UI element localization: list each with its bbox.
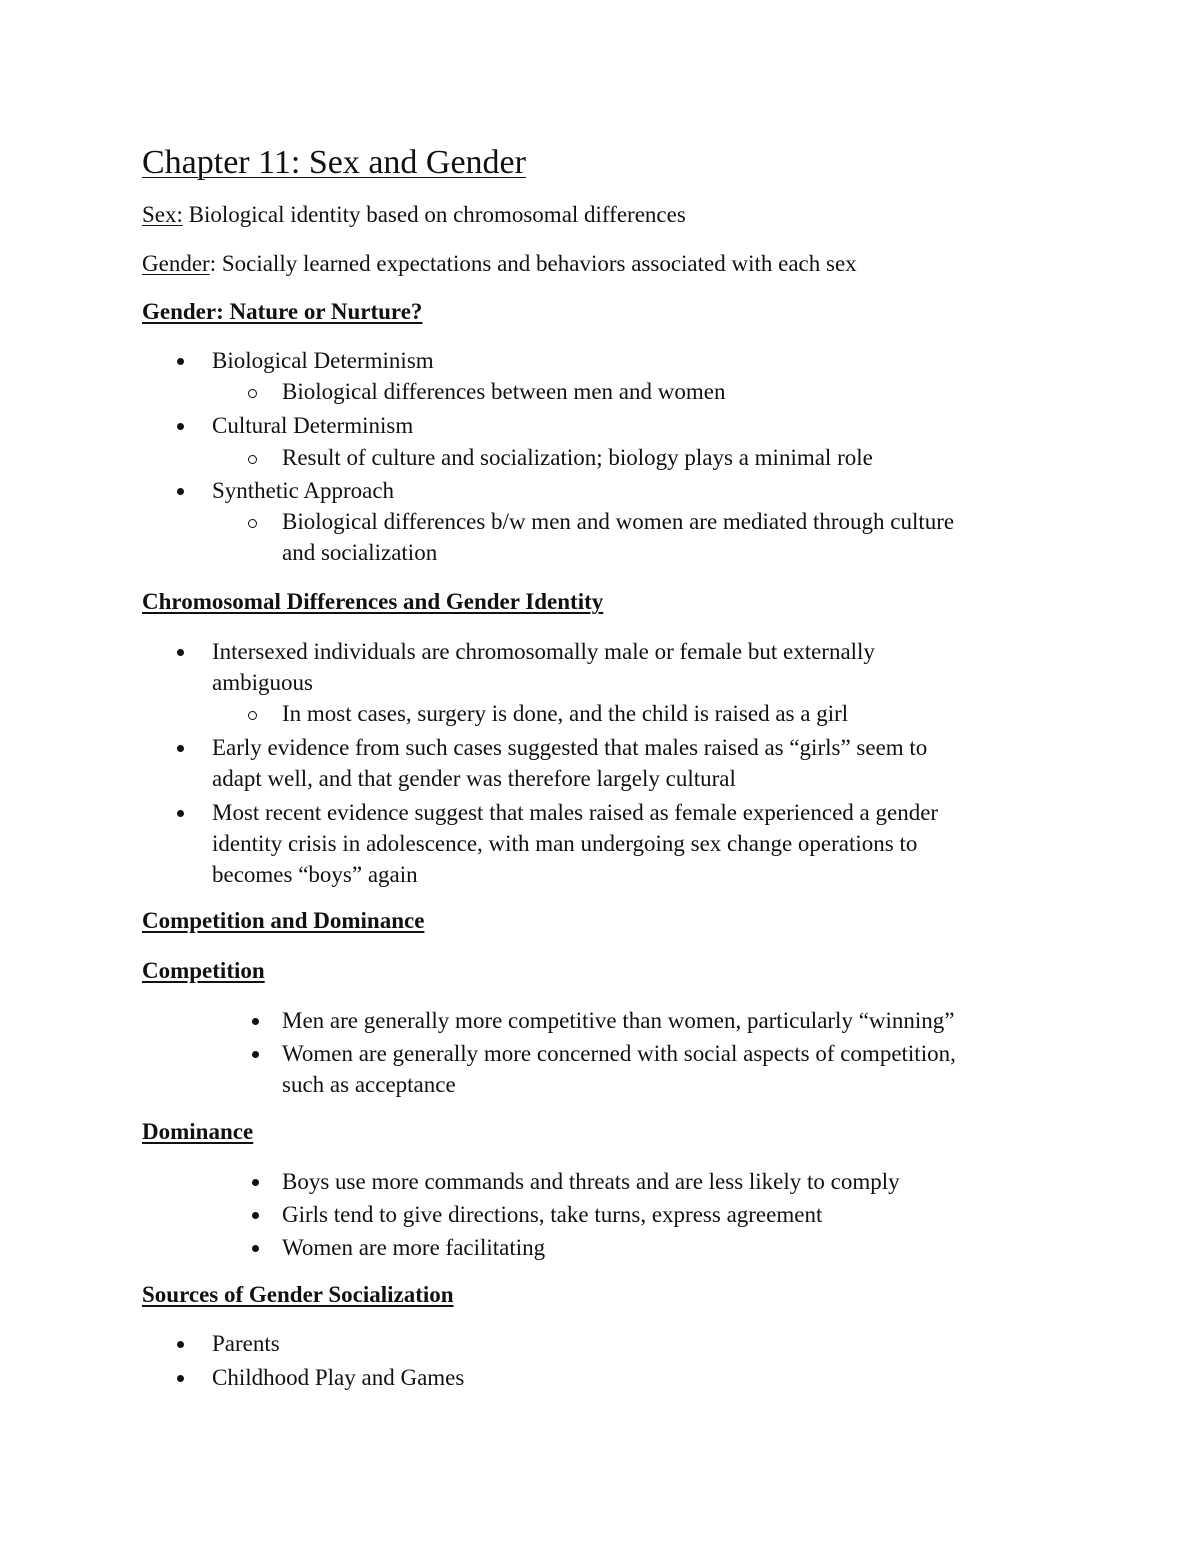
sex-definition [142,201,686,229]
sex-term: Sex: [142,202,183,227]
subheading-competition: Competition [142,958,265,983]
sub-list-item: In most cases, surgery is done, and the child is raised as a girl [282,701,849,726]
gender-text: : Socially learned expectations and behaviors associated with each sex [209,251,857,276]
bullet-icon [177,358,184,365]
bullet-icon [177,423,184,430]
section-heading-sources: Sources of Gender Socialization [142,1282,454,1307]
sub-list-item: Result of culture and socialization; biology plays a minimal role [282,445,873,470]
list-item: Most recent evidence suggest that males raised as female experienced a gender [212,800,939,825]
list-item-continued: ambiguous [212,670,313,695]
bullet-icon [252,1051,259,1058]
gender-term: Gender [142,251,210,276]
bullet-icon [177,488,184,495]
list-item: Men are generally more competitive than women, particularly “winning” [282,1008,955,1033]
sub-list-item: Biological differences b/w men and women are mediated through culture [282,509,955,534]
circle-bullet-icon [248,455,257,464]
sub-list-item-continued: and socialization [282,540,438,565]
bullet-icon [177,745,184,752]
list-item: Women are more facilitating [282,1235,546,1260]
subheading-dominance: Dominance [142,1119,254,1144]
list-item-continued: adapt well, and that gender was therefore largely cultural [212,766,736,791]
gender-definition [142,250,857,278]
list-item: Early evidence from such cases suggested that males raised as “girls” seem to [212,735,928,760]
list-item-continued: becomes “boys” again [212,862,418,887]
bullet-icon [252,1018,259,1025]
list-item: Childhood Play and Games [212,1365,465,1390]
list-item: Girls tend to give directions, take turns, express agreement [282,1202,823,1227]
list-item: Biological Determinism [212,348,434,373]
list-item-continued: identity crisis in adolescence, with man undergoing sex change operations to [212,831,918,856]
bullet-icon [177,1341,184,1348]
bullet-icon [252,1245,259,1252]
bullet-icon [177,1375,184,1382]
bullet-icon [177,810,184,817]
section-heading-competition-dominance: Competition and Dominance [142,908,425,933]
section-heading-nature-nurture: Gender: Nature or Nurture? [142,299,423,324]
list-item: Cultural Determinism [212,413,414,438]
sub-list-item: Biological differences between men and women [282,379,726,404]
sex-text: Biological identity based on chromosomal differences [182,202,686,227]
list-item: Intersexed individuals are chromosomally male or female but externally [212,639,875,664]
list-item-continued: such as acceptance [282,1072,456,1097]
page-title: Chapter 11: Sex and Gender [142,144,526,181]
list-item: Synthetic Approach [212,478,395,503]
bullet-icon [252,1212,259,1219]
bullet-icon [252,1179,259,1186]
bullet-icon [177,649,184,656]
circle-bullet-icon [248,519,257,528]
list-item: Parents [212,1331,280,1356]
circle-bullet-icon [248,389,257,398]
section-heading-chromosomal: Chromosomal Differences and Gender Identity [142,589,604,614]
list-item: Boys use more commands and threats and are less likely to comply [282,1169,900,1194]
circle-bullet-icon [248,711,257,720]
list-item: Women are generally more concerned with social aspects of competition, [282,1041,956,1066]
